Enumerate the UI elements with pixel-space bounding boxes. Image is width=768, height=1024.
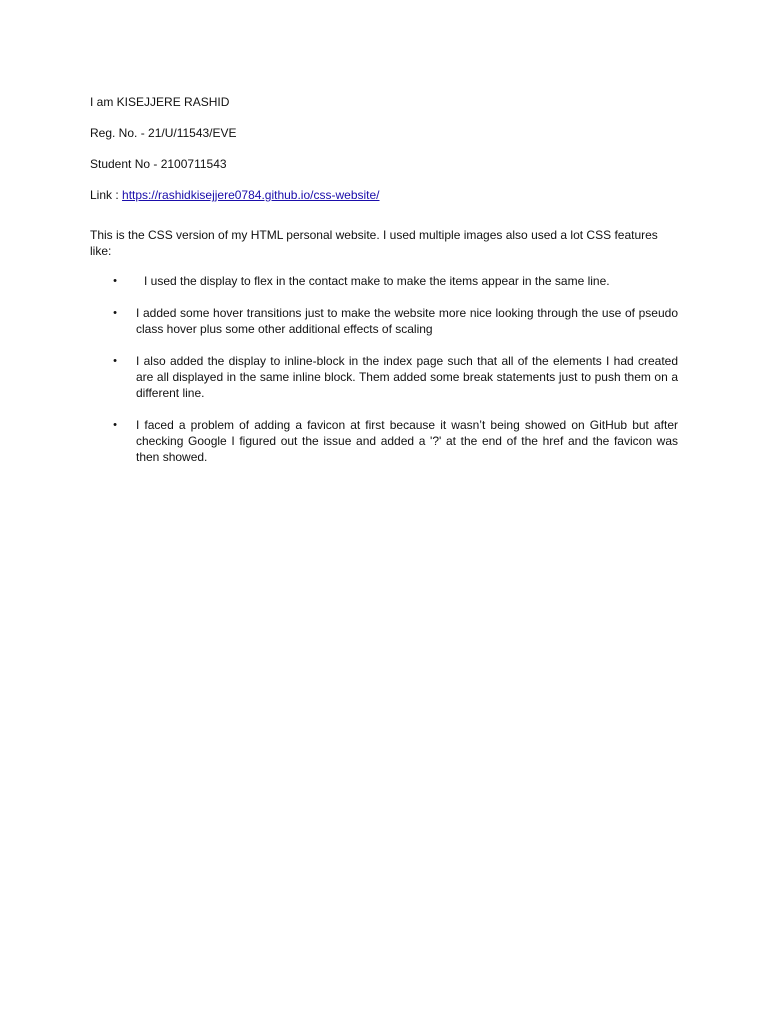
features-list <box>90 273 678 465</box>
list-item <box>90 273 678 289</box>
link-row <box>90 187 678 203</box>
bullet-icon: • <box>113 355 117 367</box>
student-name-line: I am KISEJJERE RASHID <box>90 95 230 109</box>
list-item-text: I used the display to flex in the contact make to make the items appear in the same line. <box>144 274 610 288</box>
list-item <box>90 417 678 465</box>
website-link[interactable]: https://rashidkisejjere0784.github.io/css-website/ <box>122 188 380 202</box>
registration-number-line: Reg. No. - 21/U/11543/EVE <box>90 126 237 140</box>
bullet-icon: • <box>113 307 117 319</box>
document-content <box>90 94 678 481</box>
list-item-text: I faced a problem of adding a favicon at first because it wasn’t being showed on GitHub but after checking Google I figured out the issue and added a '?' at the end of the href and the favicon was then showed. <box>136 418 678 464</box>
list-item <box>90 353 678 401</box>
list-item-text: I added some hover transitions just to make the website more nice looking through the use of pseudo class hover plus some other additional effects of scaling <box>136 306 678 336</box>
student-number-line: Student No - 2100711543 <box>90 157 227 171</box>
intro-paragraph: This is the CSS version of my HTML personal website. I used multiple images also used a lot CSS features like: <box>90 228 658 258</box>
bullet-icon: • <box>113 275 117 287</box>
bullet-icon: • <box>113 419 117 431</box>
list-item-text: I also added the display to inline-block in the index page such that all of the elements I had created are all displayed in the same inline block. Them added some break statements just to push them on a different line. <box>136 354 678 400</box>
link-label: Link : <box>90 188 119 202</box>
list-item <box>90 305 678 337</box>
